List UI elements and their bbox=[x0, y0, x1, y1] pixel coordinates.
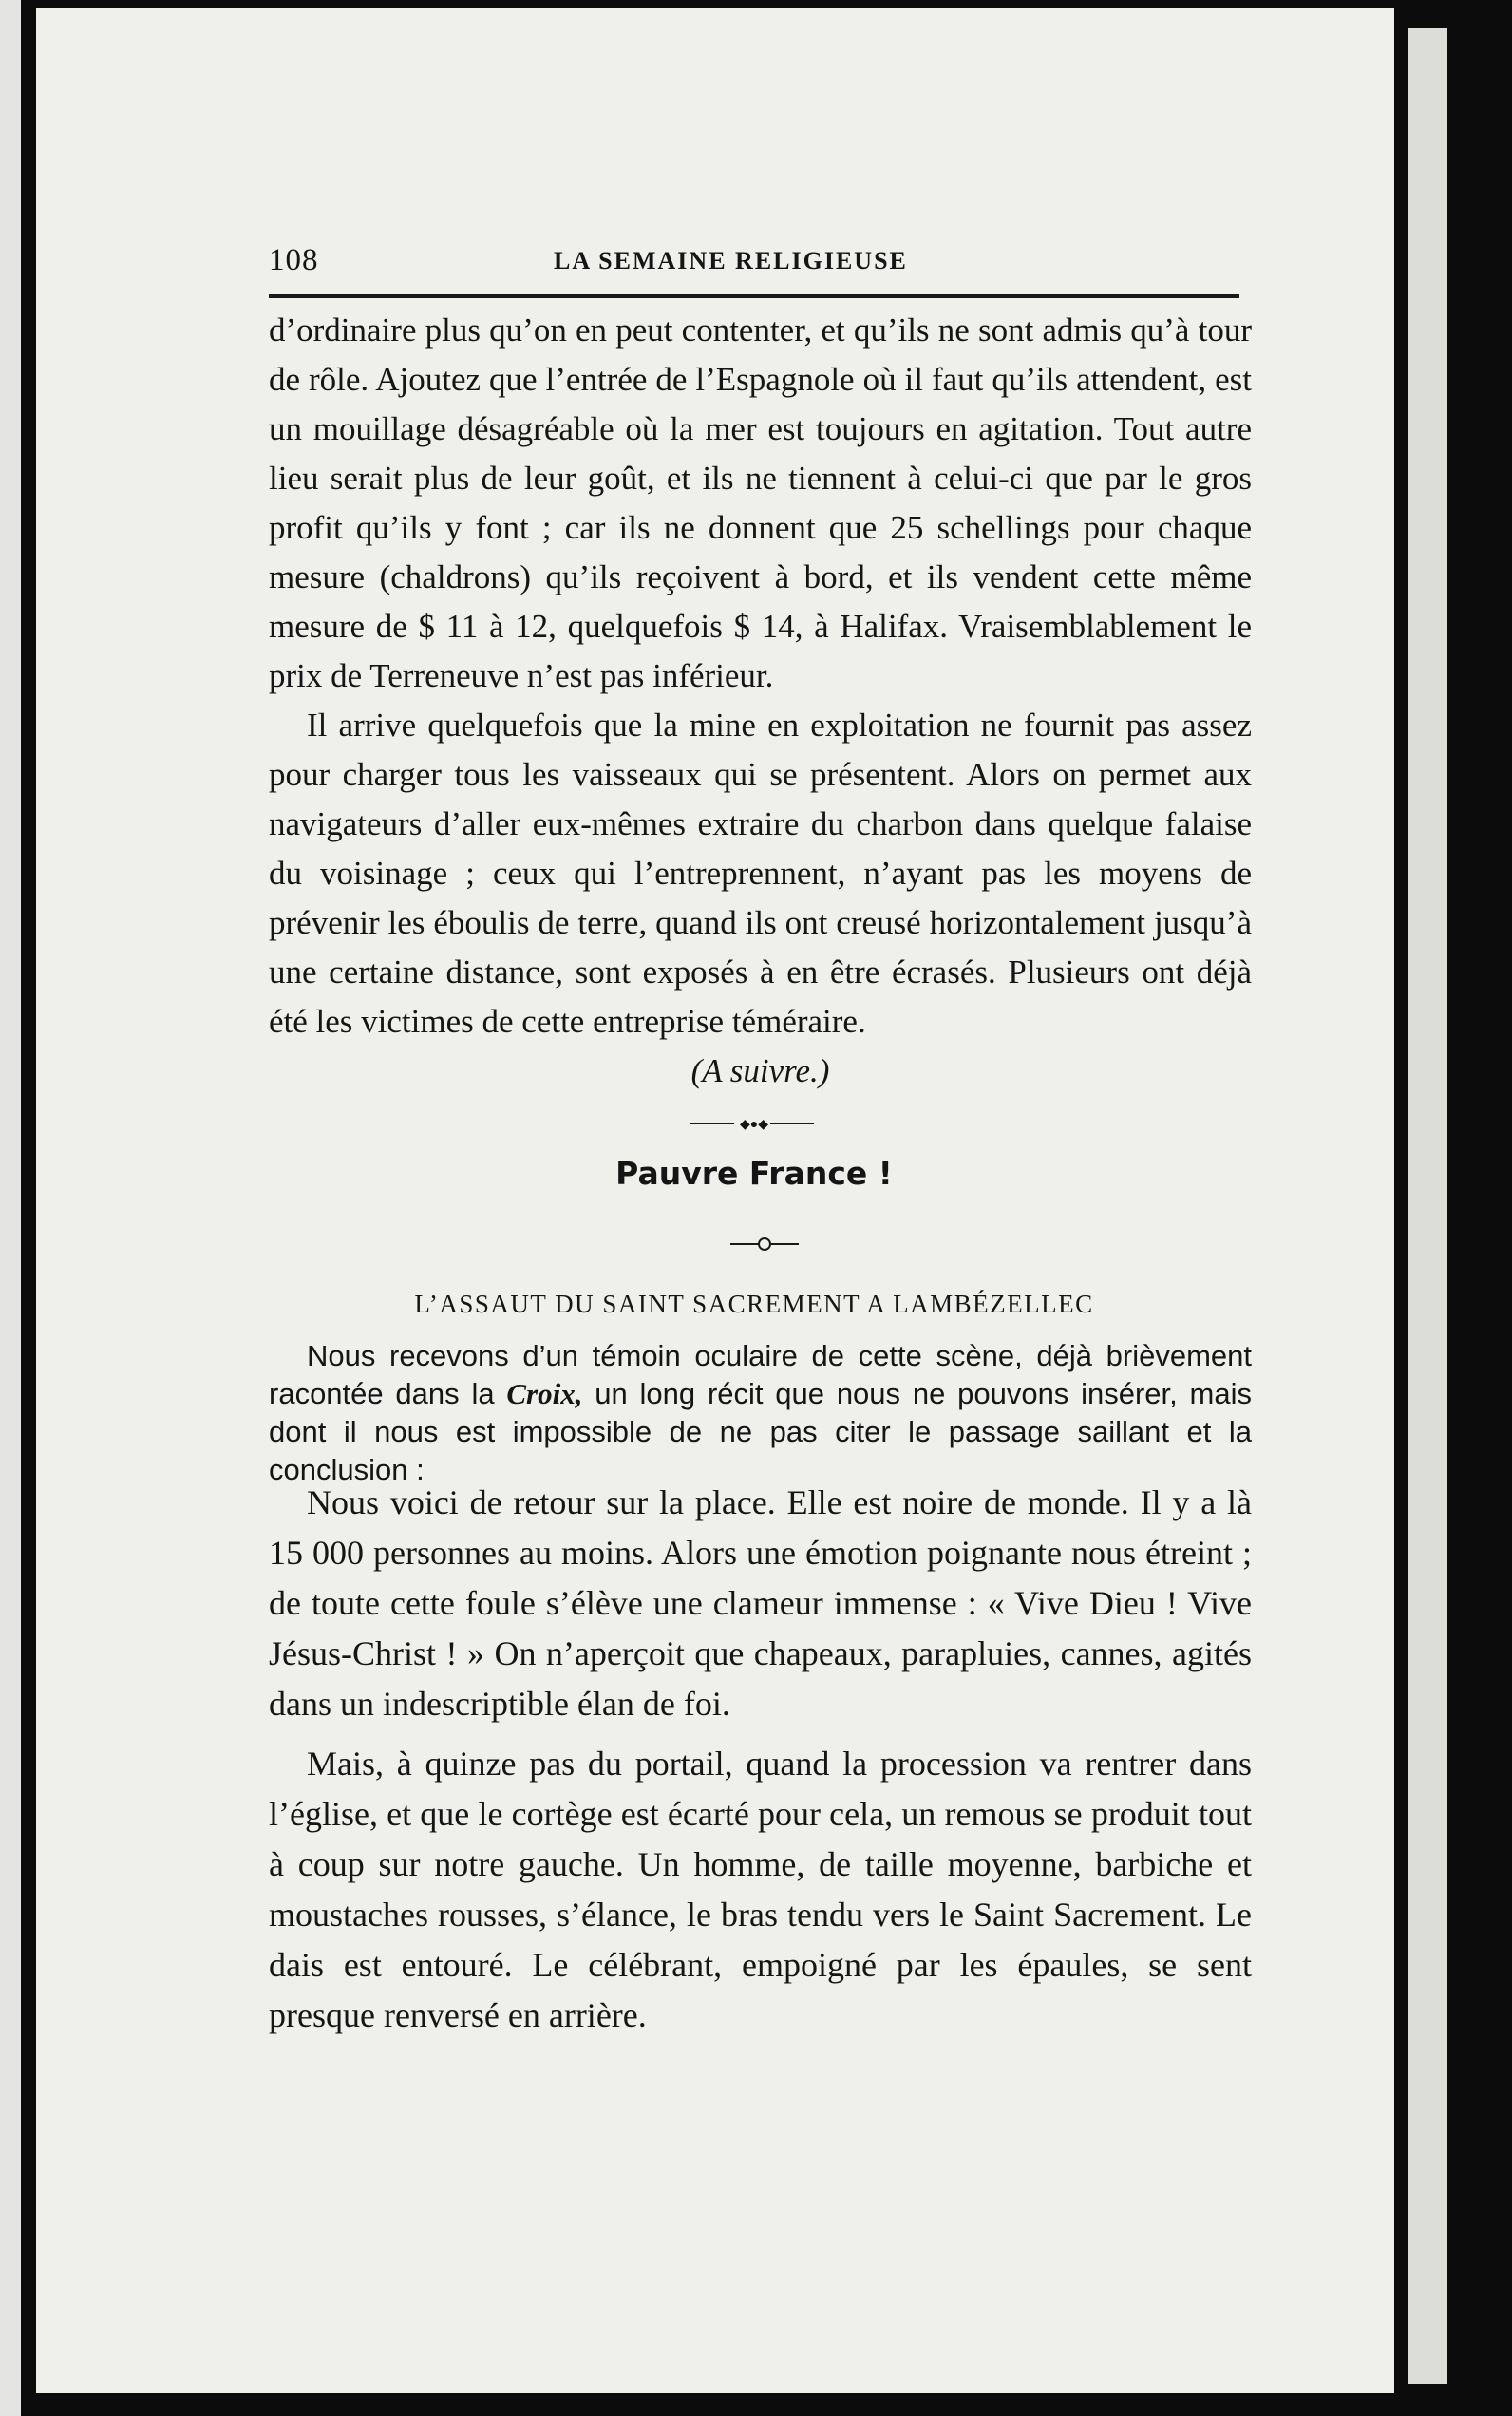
intro-paragraph: Nous recevons d’un témoin oculaire de cette scène, déjà brièvement racontée dans la Croix, un long récit que nous ne pouvons insérer, mais dont il nous est impossible de ne pas citer le passage saillant et la conclusion : bbox=[269, 1339, 1252, 1486]
ornament-glyph: ◆●◆ bbox=[740, 1118, 768, 1132]
title-ornament bbox=[730, 1238, 799, 1250]
header-rule bbox=[269, 294, 1239, 298]
article-intro bbox=[269, 1337, 1252, 1489]
newspaper-name: Croix, bbox=[506, 1377, 583, 1410]
facing-page-edge bbox=[1408, 28, 1447, 2384]
book-page bbox=[36, 8, 1394, 2393]
section-ornament bbox=[690, 1117, 814, 1130]
quoted-account bbox=[269, 1478, 1252, 2041]
paragraph: Mais, à quinze pas du portail, quand la procession va rentrer dans l’église, et que le cortège est écarté pour cela, un remous se produit tout à coup sur notre gauche. Un homme, de taille moyenne, barbiche et moustaches rousses, s’élance, le bras tendu vers le Saint Sacrement. Le dais est entouré. Le célébrant, empoigné par les épaules, se sent presque renversé en arrière. bbox=[269, 1745, 1252, 2034]
scan-margin-left bbox=[0, 0, 21, 2416]
article-subtitle: L’ASSAUT DU SAINT SACREMENT A LAMBÉZELLEC bbox=[414, 1290, 1094, 1318]
running-title: LA SEMAINE RELIGIEUSE bbox=[554, 247, 908, 274]
to-be-continued: (A suivre.) bbox=[690, 1052, 830, 1089]
running-head bbox=[269, 243, 1247, 281]
paragraph: Il arrive quelquefois que la mine en exploitation ne fournit pas assez pour charger tous les vaisseaux qui se présentent. Alors on permet aux navigateurs d’aller eux-mêmes extraire du charbon dans quelque falaise du voisinage ; ceux qui l’entreprennent, n’ayant pas les moyens de prévenir les éboulis de terre, quand ils ont creusé horizontalement jusqu’à une certaine distance, sont exposés à en être écrasés. Plusieurs ont déjà été les victimes de cette entreprise téméraire. bbox=[269, 707, 1252, 1040]
page-number: 108 bbox=[269, 243, 319, 277]
paragraph: Nous voici de retour sur la place. Elle est noire de monde. Il y a là 15 000 personnes au moins. Alors une émotion poignante nous étreint ; de toute cette foule s’élève une clameur immense : « Vive Dieu ! Vive Jésus-Christ ! » On n’aperçoit que chapeaux, parapluies, cannes, agités dans un indescriptible élan de foi. bbox=[269, 1483, 1252, 1723]
paragraph: d’ordinaire plus qu’on en peut contenter, et qu’ils ne sont admis qu’à tour de rôle. Ajoutez que l’entrée de l’Espagnole où il faut qu’ils attendent, est un mouillage désagréable où la mer est toujours en agitation. Tout autre lieu serait plus de leur goût, et ils ne tiennent à celui-ci que par le gros profit qu’ils y font ; car ils ne donnent que 25 schellings pour chaque mesure (chaldrons) qu’ils reçoivent à bord, et ils vendent cette même mesure de $ 11 à 12, quelquefois $ 14, à Halifax. Vraisemblablement le prix de Terreneuve n’est pas inférieur. bbox=[269, 311, 1252, 694]
article-title: Pauvre France ! bbox=[615, 1155, 893, 1192]
article-continuation bbox=[269, 306, 1252, 1096]
